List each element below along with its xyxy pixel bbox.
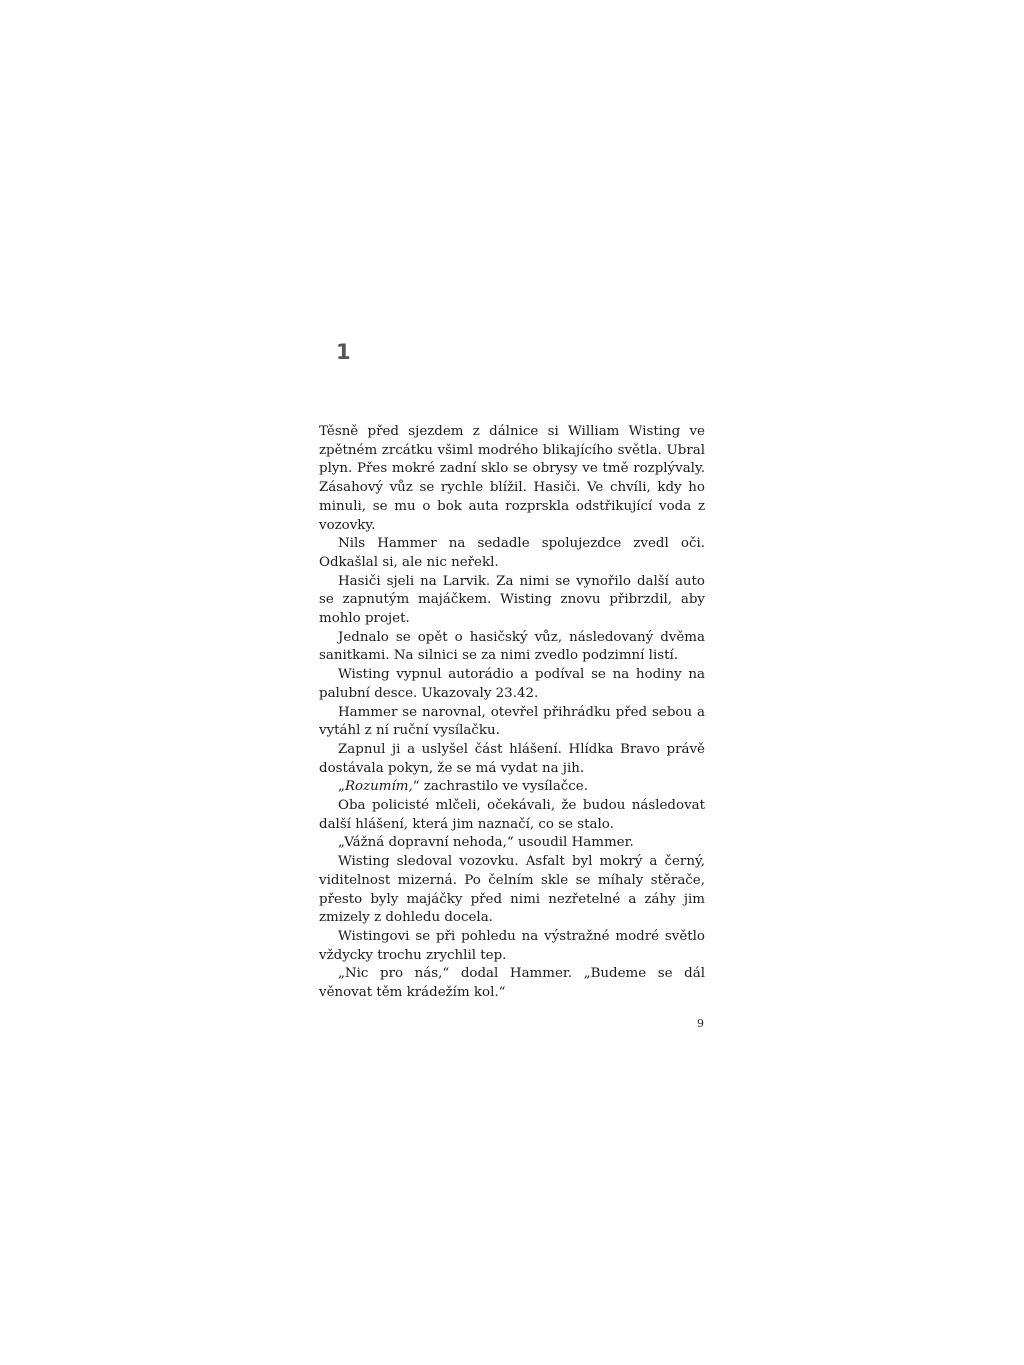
paragraph: Hasiči sjeli na Larvik. Za nimi se vynořilo další auto se zapnutým majáčkem. Wisting znovu přibrzdil, aby mohlo projet.	[319, 573, 705, 627]
paragraph: Oba policisté mlčeli, očekávali, že budou následovat další hlášení, která jim naznačí, co se stalo.	[319, 798, 705, 832]
paragraph: „Nic pro nás,“ dodal Hammer. „Budeme se dál věnovat těm krádežím kol.“	[319, 966, 705, 1001]
italic-word: Rozumím,	[344, 779, 413, 795]
chapter-body	[319, 423, 705, 1003]
paragraph: Wistingovi se při pohledu na výstražné modré světlo vždycky trochu zrychlil tep.	[319, 928, 705, 963]
close-quote: “	[412, 779, 420, 795]
open-quote: „	[338, 779, 345, 795]
paragraph-radio	[319, 778, 705, 797]
paragraph: Nils Hammer na sedadle spolujezdce zvedl oči. Odkašlal si, ale nic neřekl.	[319, 536, 705, 570]
paragraph: Hammer se narovnal, otevřel přihrádku před sebou a vytáhl z ní ruční vysílačku.	[319, 704, 705, 739]
paragraph: Wisting vypnul autorádio a podíval se na hodiny na palubní desce. Ukazovaly 23.42.	[319, 667, 705, 701]
paragraph: Wisting sledoval vozovku. Asfalt byl mokrý a černý, viditelnost mizerná. Po čelním skle se míhaly stěrače, přesto byly majáčky před nimi nezřetelné a záhy jim zmizely z dohledu docela.	[319, 854, 705, 926]
paragraph: Jednalo se opět o hasičský vůz, následovaný dvěma sanitkami. Na silnici se za nimi zvedlo podzimní listí.	[319, 629, 705, 664]
radio-line-rest: zachrastilo ve vysílačce.	[419, 779, 588, 795]
page-number: 9	[697, 1017, 704, 1030]
paragraph: Těsně před sjezdem z dálnice si William Wisting ve zpětném zrcátku všiml modrého blikajícího světla. Ubral plyn. Přes mokré zadní sklo se obrysy ve tmě rozplývaly. Zásahový vůz se rychle blížil. Hasiči. Ve chvíli, kdy ho minuli, se mu o bok auta rozprskla odstřikující voda z vozovky.	[319, 424, 705, 533]
paragraph: „Vážná dopravní nehoda,“ usoudil Hammer.	[338, 835, 634, 851]
paragraph: Zapnul ji a uslyšel část hlášení. Hlídka Bravo právě dostávala pokyn, že se má vydat na jih.	[319, 741, 705, 776]
chapter-number: 1	[336, 340, 351, 364]
